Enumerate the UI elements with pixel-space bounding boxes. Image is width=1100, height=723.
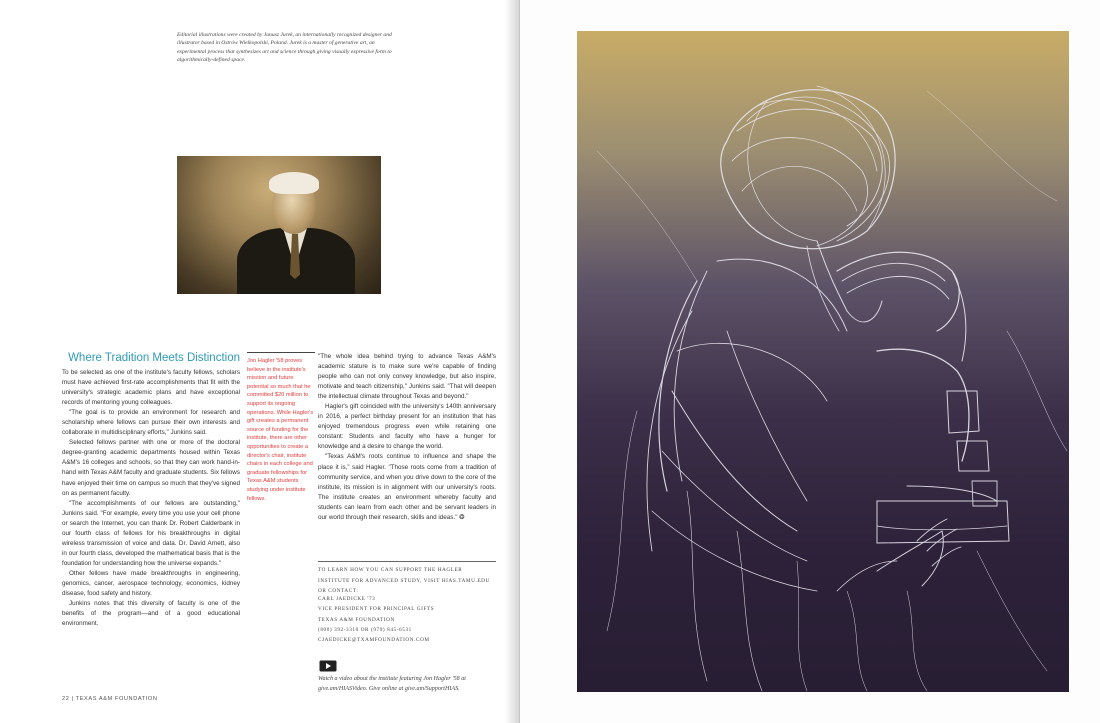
body-paragraph: To be selected as one of the institute's faculty fellows, scholars must have achieved first-rate accomplishments that fit with the university's strategic academic plans and have exceptional records of mentoring young colleagues.	[62, 369, 240, 407]
video-play-icon	[319, 660, 337, 672]
contact-title: VICE PRESIDENT FOR PRINCIPAL GIFTS	[318, 606, 435, 613]
contact-organization: TEXAS A&M FOUNDATION	[318, 616, 395, 623]
contact-divider	[318, 561, 496, 562]
body-paragraph: Other fellows have made breakthroughs in engineering, genomics, cancer, aerospace technology, economics, kidney disease, food safety and history.	[62, 569, 240, 598]
body-column-3	[318, 352, 496, 523]
contact-lead: TO LEARN HOW YOU CAN SUPPORT THE HAGLER INSTITUTE FOR ADVANCED STUDY, VISIT HIAS.TAMU.EDU OR CONTACT:	[318, 567, 490, 595]
contact-phone: (800) 392-3310 OR (979) 845-6531	[318, 626, 412, 633]
sidebar-note: Jon Hagler '58 proves believe in the institute's mission and future potential so much that he committed $20 million to support its ongoing operations. While Hagler's gift creates a permanent source of funding for the institute, there are other opportunities to create a director's chair, institute chairs in each college and graduate fellowships for Texas A&M students studying under institute fellows.	[247, 352, 315, 503]
body-paragraph: Hagler's gift coincided with the university's 140th anniversary in 2016, a perfect birthday present for an institution that has enjoyed tremendous progress even while retaining one constant: Students and faculty who have a hunger for knowledge and a desire to change the world.	[318, 403, 496, 451]
body-paragraph: "The whole idea behind trying to advance Texas A&M's academic stature is to make sure we're capable of finding people who can not only convey knowledge, but also inspire, motivate and teach citizenship," Junkins said. "That will deepen the intellectual climate throughout Texas and beyond."	[318, 353, 496, 401]
page-folio: 22 | TEXAS A&M FOUNDATION	[62, 696, 158, 702]
contact-block	[318, 594, 496, 645]
body-paragraph: Junkins notes that this diversity of faculty is one of the benefits of the program—and of a good educational environment.	[62, 600, 240, 628]
body-paragraph: "Texas A&M's roots continue to influence and shape the place it is," said Hagler. "Those roots come from a tradition of community service, and when you drive down to the core of the institute, its mission is in alignment with our university's roots. The institute creates an environment whereby faculty and students can learn from each other and be servant leaders in our world through their research, skills and ideas." ❂	[318, 453, 496, 521]
portrait-photo	[177, 156, 381, 294]
contact-name: CARL JAEDICKE '73	[318, 596, 376, 602]
body-column-1	[62, 368, 240, 629]
wire-figure-illustration	[577, 31, 1069, 692]
contact-email: CJAEDICKE@TXAMFOUNDATION.COM	[318, 637, 430, 644]
illustration-credit-caption: Editorial illustrations were created by Janusz Jurek, an internationally recognized designer and illustrator based in Ostrów Wielkopolski, Poland. Jurek is a master of generative art, an experimental process that synthesizes art and science through giving visually expressive form to algorithmically-defined space.	[177, 32, 392, 63]
body-paragraph: "The accomplishments of our fellows are outstanding," Junkins said. "For example, every time you use your cell phone or search the Internet, you can thank Dr. Robert Calderbank in our fourth class of fellows for his breakthroughs in digital wireless transmission of voice and data. Dr. David Arnett, also in our fourth class, developed the mathematical basis that is the foundation for understanding how the universe expands."	[62, 499, 240, 567]
video-link-text: Watch a video about the institute featuring Jon Hagler '58 at give.am/HIASVideo. Give online at give.am/SupportHIAS.	[318, 676, 466, 692]
generative-illustration	[577, 31, 1069, 692]
portrait-hair	[269, 172, 319, 194]
right-page	[520, 0, 1100, 723]
body-paragraph: "The goal is to provide an environment for research and scholarship where fellows can pursue their own interests and collaborate in multidisciplinary efforts," Junkins said.	[62, 409, 240, 437]
body-paragraph: Selected fellows partner with one or more of the doctoral degree-granting academic departments housed within Texas A&M's 16 colleges and schools, so that they can work hand-in-hand with Texas A&M faculty and graduate students. Six fellows have enjoyed their time on campus so much that they've signed on as permanent faculty.	[62, 439, 240, 497]
left-page	[0, 0, 517, 723]
section-heading: Where Tradition Meets Distinction	[68, 352, 240, 364]
